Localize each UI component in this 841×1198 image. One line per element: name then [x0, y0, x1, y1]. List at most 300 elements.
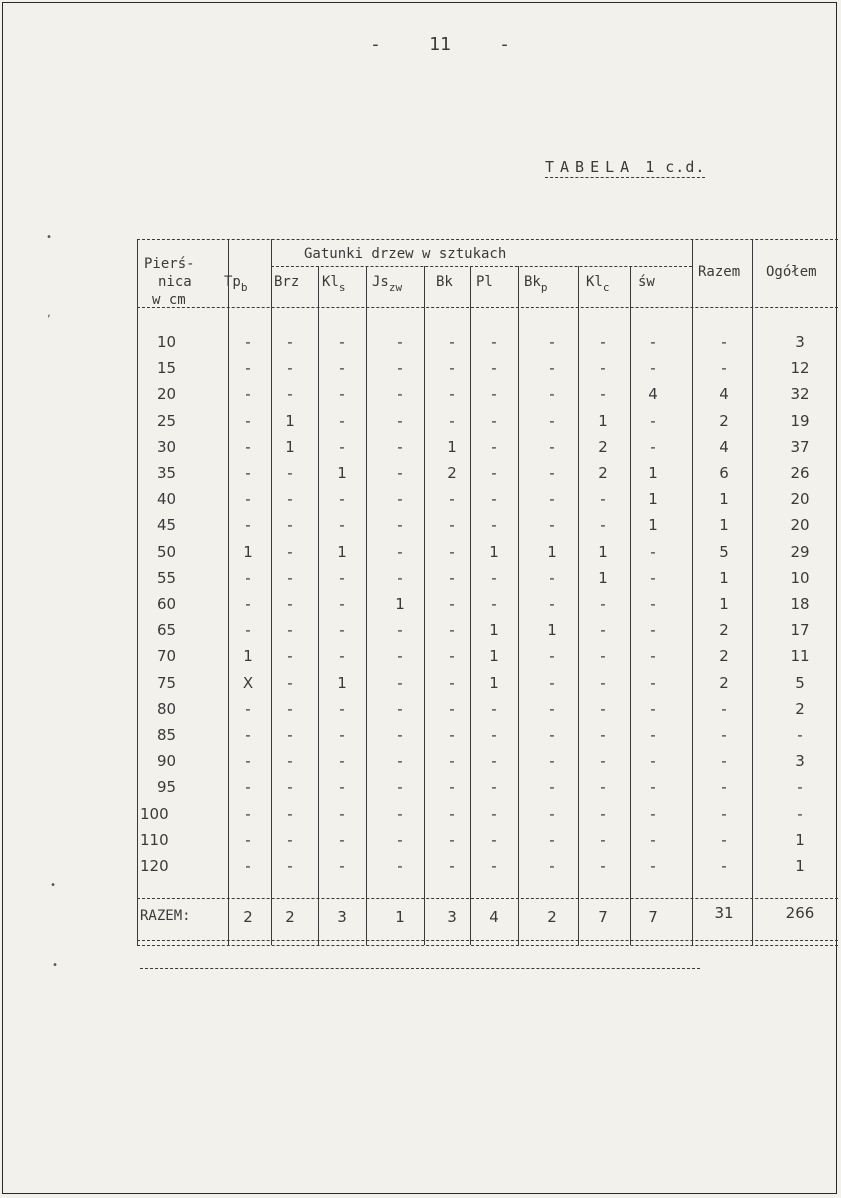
table-bottom-rule — [137, 940, 838, 941]
table-cell: - — [549, 516, 555, 535]
table-cell: 1 — [489, 542, 499, 561]
table-cell: - — [287, 673, 293, 692]
table-cell: - — [339, 568, 345, 587]
table-cell: - — [549, 830, 555, 849]
table-cell: X — [242, 673, 254, 692]
margin-dot: • — [46, 232, 53, 243]
table-cell: - — [549, 490, 555, 509]
ogolem-cell: 1 — [795, 857, 805, 875]
razem-cell: - — [721, 804, 727, 823]
table-cell: - — [600, 673, 606, 692]
diameter-cell: 110 — [140, 830, 169, 849]
margin-dot: • — [50, 880, 57, 891]
table-cell: - — [245, 804, 251, 823]
table-cell: - — [491, 778, 497, 797]
table-cell: 1 — [648, 464, 658, 482]
razem-cell: - — [721, 830, 727, 849]
table-cell: - — [339, 830, 345, 849]
table-cell: 1 — [337, 673, 347, 692]
table-cell: - — [339, 804, 345, 823]
column-divider — [318, 266, 319, 945]
table-cell: - — [397, 542, 403, 561]
table-cell: - — [600, 516, 606, 535]
diameter-cell: 35 — [157, 464, 177, 482]
diameter-header-line: nica — [158, 274, 192, 290]
razem-cell: 2 — [719, 647, 729, 666]
ogolem-cell: 5 — [795, 673, 805, 692]
species-header-base: Kl — [586, 274, 603, 290]
table-cell: - — [397, 385, 403, 404]
table-cell: - — [449, 621, 455, 640]
table-cell: - — [600, 490, 606, 509]
razem-cell: 4 — [719, 385, 729, 404]
table-cell: - — [549, 752, 555, 771]
table-cell: - — [549, 464, 555, 482]
diameter-cell: 50 — [157, 542, 177, 561]
totals-cell: 7 — [648, 908, 658, 926]
ogolem-cell: 12 — [790, 359, 810, 378]
species-header-base: Kl — [322, 274, 339, 290]
table-cell: - — [287, 385, 293, 404]
table-cell: - — [549, 359, 555, 378]
diameter-cell: 65 — [157, 621, 177, 640]
table-cell: - — [449, 857, 455, 875]
species-header-base: św — [638, 274, 655, 290]
table-cell: 1 — [447, 437, 457, 456]
page-dash-left: - — [370, 34, 381, 55]
table-cell: - — [397, 490, 403, 509]
diameter-header-line: w cm — [152, 292, 186, 308]
table-cell: - — [339, 359, 345, 378]
table-cell: - — [650, 752, 656, 771]
table-cell: - — [549, 673, 555, 692]
table-cell: - — [491, 464, 497, 482]
table-cell: - — [491, 333, 497, 351]
ogolem-cell: 11 — [790, 647, 810, 666]
margin-dot: , — [46, 308, 53, 319]
ogolem-cell: 1 — [795, 830, 805, 849]
totals-cell: 3 — [337, 908, 347, 926]
table-cell: 1 — [598, 411, 608, 430]
table-title-suffix: 1 c.d. — [645, 158, 706, 176]
species-header — [586, 274, 609, 294]
ghost-rule — [140, 968, 700, 969]
species-header-subscript: b — [240, 281, 248, 294]
table-cell: - — [549, 568, 555, 587]
table-cell: - — [549, 333, 555, 351]
razem-header: Razem — [698, 264, 741, 280]
totals-cell: 7 — [598, 908, 608, 926]
table-cell: - — [549, 647, 555, 666]
table-cell: - — [397, 437, 403, 456]
table-cell: - — [650, 778, 656, 797]
table-cell: - — [600, 752, 606, 771]
table-cell: - — [245, 857, 251, 875]
diameter-cell: 120 — [140, 857, 169, 875]
table-cell: - — [650, 437, 656, 456]
table-cell: - — [491, 359, 497, 378]
table-cell: 1 — [285, 437, 295, 456]
table-cell: - — [449, 490, 455, 509]
table-cell: - — [491, 437, 497, 456]
species-header — [224, 274, 247, 294]
table-cell: - — [287, 752, 293, 771]
species-header — [274, 274, 299, 290]
table-bottom-rule-double — [137, 945, 838, 946]
ogolem-cell: 20 — [790, 516, 810, 535]
razem-cell: 2 — [719, 621, 729, 640]
table-cell: - — [287, 595, 293, 613]
table-cell: - — [339, 516, 345, 535]
table-cell: - — [397, 464, 403, 482]
body-bottom-rule — [137, 898, 838, 899]
species-header-subscript: s — [338, 281, 346, 294]
table-cell: - — [287, 542, 293, 561]
table-cell: - — [449, 752, 455, 771]
table-cell: - — [650, 621, 656, 640]
table-cell: - — [600, 857, 606, 875]
species-header-subscript: p — [540, 281, 548, 294]
table-cell: - — [600, 778, 606, 797]
table-cell: - — [449, 411, 455, 430]
table-cell: - — [650, 699, 656, 718]
table-cell: - — [339, 726, 345, 744]
table-cell: - — [287, 464, 293, 482]
table-cell: - — [339, 595, 345, 613]
razem-cell: 1 — [719, 490, 729, 509]
table-cell: - — [650, 673, 656, 692]
diameter-cell: 90 — [157, 752, 177, 771]
table-cell: - — [449, 830, 455, 849]
razem-cell: 1 — [719, 568, 729, 587]
table-cell: - — [397, 333, 403, 351]
table-cell: - — [549, 595, 555, 613]
species-group-header: Gatunki drzew w sztukach — [304, 246, 507, 262]
species-header — [436, 274, 453, 290]
table-cell: 2 — [598, 464, 608, 482]
ogolem-header: Ogółem — [766, 264, 817, 280]
table-cell: - — [397, 647, 403, 666]
table-cell: - — [245, 516, 251, 535]
ogolem-cell: 20 — [790, 490, 810, 509]
table-cell: - — [600, 595, 606, 613]
table-cell: - — [650, 830, 656, 849]
species-header — [638, 274, 655, 290]
table-cell: - — [491, 595, 497, 613]
table-cell: - — [449, 516, 455, 535]
column-divider — [424, 266, 425, 945]
table-cell: - — [287, 830, 293, 849]
table-cell: 1 — [648, 490, 658, 509]
species-header-base: Brz — [274, 274, 300, 290]
totals-ogolem: 266 — [785, 904, 815, 922]
table-cell: - — [397, 359, 403, 378]
table-cell: - — [287, 804, 293, 823]
table-cell: - — [245, 411, 251, 430]
table-cell: - — [287, 778, 293, 797]
diameter-cell: 60 — [157, 595, 177, 613]
table-cell: - — [549, 804, 555, 823]
table-cell: - — [245, 699, 251, 718]
razem-cell: 2 — [719, 673, 729, 692]
species-header — [322, 274, 345, 294]
table-cell: - — [600, 621, 606, 640]
table-cell: - — [650, 726, 656, 744]
table-cell: - — [600, 359, 606, 378]
razem-cell: 4 — [719, 437, 729, 456]
table-cell: - — [449, 647, 455, 666]
table-cell: - — [287, 699, 293, 718]
diameter-cell: 85 — [157, 726, 177, 744]
table-cell: - — [397, 752, 403, 771]
diameter-cell: 70 — [157, 647, 177, 666]
species-header-subscript: zw — [388, 281, 403, 294]
diameter-cell: 40 — [157, 490, 177, 509]
ogolem-cell: 32 — [790, 385, 810, 404]
ogolem-cell: 29 — [790, 542, 810, 561]
totals-cell: 1 — [395, 908, 405, 926]
diameter-cell: 95 — [157, 778, 177, 797]
table-cell: - — [245, 490, 251, 509]
table-cell: - — [245, 778, 251, 797]
razem-cell: - — [721, 333, 727, 351]
ogolem-cell: 37 — [790, 437, 810, 456]
table-cell: - — [287, 359, 293, 378]
razem-cell: - — [721, 359, 727, 378]
table-cell: - — [397, 857, 403, 875]
column-divider — [137, 239, 138, 945]
table-cell: - — [339, 437, 345, 456]
table-cell: - — [287, 333, 293, 351]
razem-cell: - — [721, 699, 727, 718]
table-cell: 1 — [598, 542, 608, 561]
table-cell: - — [549, 857, 555, 875]
diameter-cell: 75 — [157, 673, 177, 692]
table-cell: - — [449, 778, 455, 797]
table-cell: - — [397, 726, 403, 744]
table-cell: - — [650, 647, 656, 666]
ogolem-cell: 26 — [790, 464, 810, 482]
table-cell: - — [245, 437, 251, 456]
table-cell: 1 — [598, 568, 608, 587]
table-cell: - — [245, 464, 251, 482]
species-header-base: Bk — [524, 274, 541, 290]
table-cell: - — [397, 778, 403, 797]
table-cell: - — [339, 333, 345, 351]
ogolem-cell: 17 — [790, 621, 810, 640]
table-cell: - — [287, 647, 293, 666]
razem-cell: 6 — [719, 464, 729, 482]
column-divider — [752, 239, 753, 945]
diameter-cell: 45 — [157, 516, 177, 535]
table-cell: - — [491, 385, 497, 404]
diameter-cell: 100 — [140, 804, 169, 823]
table-cell: - — [245, 830, 251, 849]
razem-cell: - — [721, 726, 727, 744]
column-divider — [578, 266, 579, 945]
diameter-cell: 15 — [157, 359, 177, 378]
table-cell: 1 — [395, 595, 405, 613]
diameter-cell: 20 — [157, 385, 177, 404]
ogolem-cell: 2 — [795, 699, 805, 718]
table-cell: - — [397, 568, 403, 587]
species-header-base: Bk — [436, 274, 453, 290]
species-header — [372, 274, 402, 294]
table-cell: - — [449, 333, 455, 351]
table-cell: - — [449, 699, 455, 718]
totals-cell: 2 — [243, 908, 253, 926]
razem-cell: 2 — [719, 411, 729, 430]
table-cell: - — [491, 490, 497, 509]
table-cell: 1 — [285, 411, 295, 430]
table-cell: - — [245, 385, 251, 404]
ogolem-cell: 3 — [795, 752, 805, 771]
table-cell: - — [339, 752, 345, 771]
table-cell: - — [245, 359, 251, 378]
header-bottom-rule — [137, 307, 838, 308]
diameter-cell: 80 — [157, 699, 177, 718]
table-cell: - — [245, 568, 251, 587]
table-cell: - — [491, 804, 497, 823]
table-cell: - — [650, 568, 656, 587]
table-cell: 1 — [489, 647, 499, 666]
table-cell: - — [491, 699, 497, 718]
table-cell: - — [245, 752, 251, 771]
table-cell: - — [339, 857, 345, 875]
table-cell: - — [339, 647, 345, 666]
table-cell: - — [491, 726, 497, 744]
table-cell: - — [397, 411, 403, 430]
species-header-base: Js — [372, 274, 389, 290]
table-cell: - — [339, 778, 345, 797]
razem-cell: 1 — [719, 516, 729, 535]
table-cell: - — [339, 385, 345, 404]
table-cell: - — [339, 490, 345, 509]
table-cell: - — [600, 726, 606, 744]
table-cell: 1 — [243, 542, 253, 561]
diameter-cell: 30 — [157, 437, 177, 456]
column-divider — [366, 266, 367, 945]
table-cell: - — [397, 516, 403, 535]
table-cell: - — [600, 385, 606, 404]
table-cell: - — [397, 699, 403, 718]
table-cell: - — [650, 359, 656, 378]
ogolem-cell: 19 — [790, 411, 810, 430]
table-cell: - — [549, 411, 555, 430]
table-cell: - — [650, 333, 656, 351]
diameter-header-line: Pierś- — [144, 256, 195, 272]
razem-cell: 5 — [719, 542, 729, 561]
species-header — [476, 274, 493, 290]
species-header-subscript: c — [602, 281, 610, 294]
table-cell: 4 — [648, 385, 658, 404]
column-divider — [518, 266, 519, 945]
margin-dot: • — [52, 960, 59, 971]
table-cell: - — [549, 437, 555, 456]
table-cell: - — [600, 699, 606, 718]
totals-razem: 31 — [714, 904, 734, 922]
page-number-value: 11 — [429, 34, 451, 55]
table-cell: - — [449, 595, 455, 613]
table-cell: - — [449, 804, 455, 823]
table-cell: - — [397, 804, 403, 823]
table-cell: - — [397, 621, 403, 640]
table-cell: - — [650, 542, 656, 561]
table-cell: - — [491, 516, 497, 535]
table-cell: - — [245, 595, 251, 613]
table-cell: - — [287, 621, 293, 640]
table-cell: - — [339, 621, 345, 640]
table-cell: - — [339, 411, 345, 430]
table-cell: - — [245, 621, 251, 640]
table-cell: 1 — [337, 464, 347, 482]
table-cell: - — [287, 490, 293, 509]
table-cell: - — [491, 752, 497, 771]
table-cell: - — [339, 699, 345, 718]
totals-cell: 3 — [447, 908, 457, 926]
ogolem-cell: - — [797, 804, 803, 823]
ogolem-cell: 18 — [790, 595, 810, 613]
totals-cell: 2 — [547, 908, 557, 926]
table-cell: - — [287, 516, 293, 535]
table-cell: 1 — [337, 542, 347, 561]
table-cell: - — [287, 726, 293, 744]
table-cell: - — [449, 726, 455, 744]
table-cell: 2 — [598, 437, 608, 456]
razem-cell: - — [721, 778, 727, 797]
table-cell: - — [449, 359, 455, 378]
table-cell: - — [449, 385, 455, 404]
table-cell: - — [245, 333, 251, 351]
table-cell: - — [449, 673, 455, 692]
table-cell: - — [549, 726, 555, 744]
ogolem-cell: - — [797, 726, 803, 744]
species-header — [524, 274, 547, 294]
table-cell: - — [549, 778, 555, 797]
table-cell: - — [287, 568, 293, 587]
table-cell: - — [600, 647, 606, 666]
table-cell: - — [650, 411, 656, 430]
table-cell: - — [600, 333, 606, 351]
ogolem-cell: 3 — [795, 333, 805, 351]
column-divider — [630, 266, 631, 945]
table-cell: 1 — [489, 621, 499, 640]
table-cell: - — [397, 673, 403, 692]
razem-cell: 1 — [719, 595, 729, 613]
table-cell: - — [600, 804, 606, 823]
table-cell: - — [449, 542, 455, 561]
table-cell: 1 — [547, 621, 557, 640]
table-cell: 1 — [547, 542, 557, 561]
column-divider — [692, 239, 693, 945]
species-header-base: Tp — [224, 274, 241, 290]
diameter-cell: 10 — [157, 333, 177, 351]
razem-cell: - — [721, 752, 727, 771]
table-cell: - — [549, 385, 555, 404]
table-cell: 1 — [489, 673, 499, 692]
table-cell: 2 — [447, 464, 457, 482]
table-cell: - — [650, 857, 656, 875]
totals-label: RAZEM: — [140, 908, 191, 924]
table-cell: 1 — [243, 647, 253, 666]
table-cell: - — [397, 830, 403, 849]
diameter-cell: 25 — [157, 411, 177, 430]
table-cell: - — [449, 568, 455, 587]
table-cell: - — [491, 830, 497, 849]
ogolem-cell: - — [797, 778, 803, 797]
table-cell: - — [600, 830, 606, 849]
table-cell: - — [491, 411, 497, 430]
